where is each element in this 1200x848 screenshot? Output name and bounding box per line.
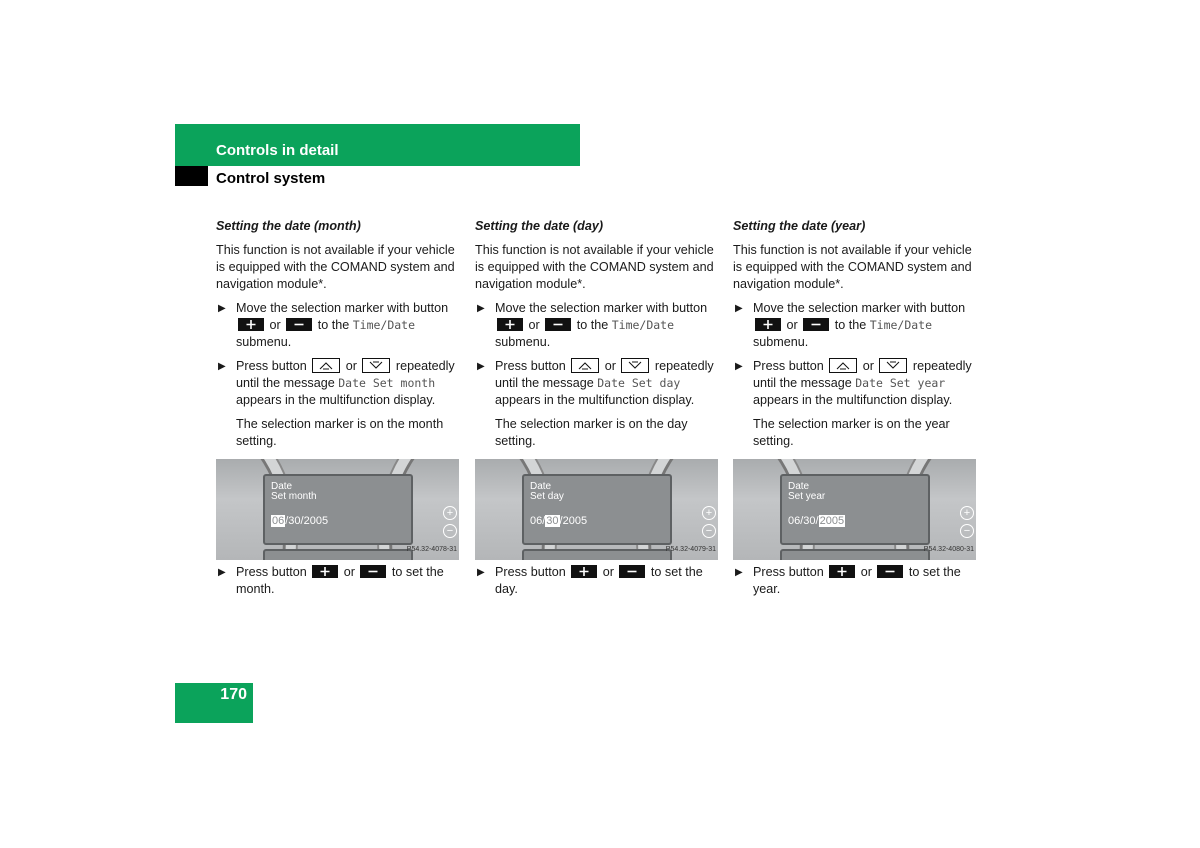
step-select-submenu: ▶ Move the selection marker with button or to the Time/Date submenu. [218,301,449,349]
submenu-name: Time/Date [352,318,416,332]
column-intro: This function is not available if your vehicle is equipped with the COMAND system and navigation module*. [733,243,972,291]
bullet-arrow-icon: ▶ [477,567,485,578]
bullet-arrow-icon: ▶ [218,303,226,314]
column-title: Setting the date (day) [475,219,604,233]
minus-button-icon [803,318,829,331]
down-arrow-button-icon [621,358,649,373]
selection-marker: 2005 [819,515,845,527]
display-line2: Set year [788,491,826,502]
display-screen-lower [522,549,672,560]
figure-reference: P54.32-4078-31 [406,546,457,553]
bullet-arrow-icon: ▶ [218,567,226,578]
up-arrow-button-icon [829,358,857,373]
display-message: Date Set year [855,376,946,390]
minus-button-icon [877,565,903,578]
submenu-name: Time/Date [611,318,675,332]
display-date: 06/30/2005 [788,515,845,527]
display-date: 06/30/2005 [530,515,588,527]
plus-button-icon [312,565,338,578]
page-number: 170 [220,686,247,703]
display-line1: Date [788,481,810,492]
plus-button-icon [755,318,781,331]
bullet-arrow-icon: ▶ [735,303,743,314]
instruction-column [216,218,461,605]
multifunction-display-figure [216,459,459,560]
display-message: Date Set day [597,376,681,390]
step-note: The selection marker is on the year setting. [753,417,950,448]
submenu-name: Time/Date [869,318,933,332]
column-title: Setting the date (year) [733,219,866,233]
instruction-column [733,218,978,605]
section-subtitle: Control system [216,170,326,187]
display-line2: Set month [271,491,317,502]
down-arrow-button-icon [362,358,390,373]
plus-circle-icon: + [702,506,716,520]
column-intro: This function is not available if your vehicle is equipped with the COMAND system and navigation module*. [475,243,714,291]
step-select-message: ▶ Press button or repeatedly until the message Date Set month appears in the multifunction display. [218,359,455,407]
step-set-value: ▶ Press button or to set the year. [735,565,961,596]
plus-circle-icon: + [443,506,457,520]
selection-marker: 30 [546,515,559,527]
multifunction-display-figure [475,459,718,560]
minus-button-icon [286,318,312,331]
plus-button-icon [497,318,523,331]
step-note: The selection marker is on the day setting. [495,417,688,448]
plus-button-icon [829,565,855,578]
figure-reference: P54.32-4080-31 [923,546,974,553]
plus-button-icon [571,565,597,578]
up-arrow-button-icon [312,358,340,373]
minus-button-icon [619,565,645,578]
display-line1: Date [271,481,293,492]
instruction-column [475,218,720,605]
display-message: Date Set month [338,376,436,390]
bullet-arrow-icon: ▶ [477,361,485,372]
up-arrow-button-icon [571,358,599,373]
header-tab-marker [175,166,208,186]
step-set-value: ▶ Press button or to set the month. [218,565,444,596]
display-screen [780,474,971,545]
display-line2: Set day [530,491,564,502]
step-select-submenu: ▶ Move the selection marker with button or to the Time/Date submenu. [735,301,966,349]
minus-button-icon [545,318,571,331]
minus-circle-icon: − [960,524,974,538]
step-set-value: ▶ Press button or to set the day. [477,565,703,596]
display-screen-lower [780,549,930,560]
column-title: Setting the date (month) [216,219,361,233]
bullet-arrow-icon: ▶ [735,361,743,372]
display-screen-lower [263,549,413,560]
display-line1: Date [530,481,552,492]
display-date: 06/30/2005 [272,515,329,527]
minus-circle-icon: − [443,524,457,538]
bullet-arrow-icon: ▶ [477,303,485,314]
down-arrow-button-icon [879,358,907,373]
page-number-box [175,683,253,723]
figure-reference: P54.32-4079-31 [665,546,716,553]
step-select-submenu: ▶ Move the selection marker with button or to the Time/Date submenu. [477,301,708,349]
plus-button-icon [238,318,264,331]
plus-circle-icon: + [960,506,974,520]
column-intro: This function is not available if your vehicle is equipped with the COMAND system and navigation module*. [216,243,455,291]
step-select-message: ▶ Press button or repeatedly until the message Date Set year appears in the multifunction display. [735,359,972,407]
display-screen [263,474,454,545]
minus-circle-icon: − [702,524,716,538]
section-title: Controls in detail [216,142,339,159]
display-screen [522,474,713,545]
bullet-arrow-icon: ▶ [735,567,743,578]
step-select-message: ▶ Press button or repeatedly until the message Date Set day appears in the multifunction display. [477,359,714,407]
step-note: The selection marker is on the month setting. [236,417,444,448]
multifunction-display-figure [733,459,976,560]
selection-marker: 06 [272,515,285,527]
minus-button-icon [360,565,386,578]
bullet-arrow-icon: ▶ [218,361,226,372]
